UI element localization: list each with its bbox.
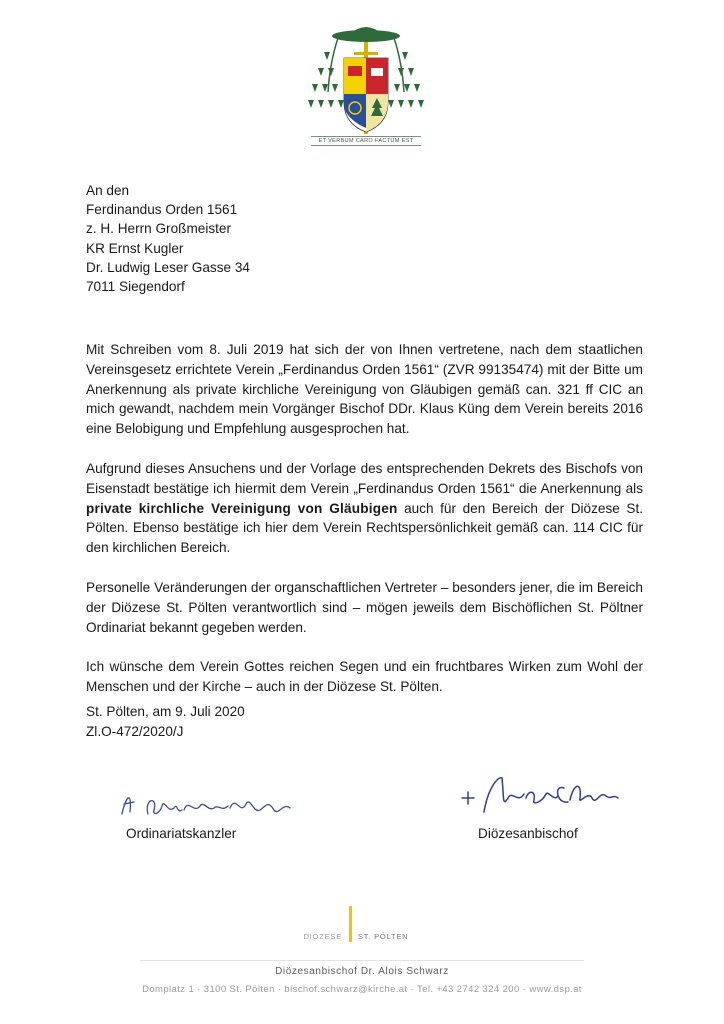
paragraph-2: [86, 459, 643, 558]
place-date-line: St. Pölten, am 9. Juli 2020: [86, 704, 245, 719]
paragraph-2-emphasis: private kirchliche Vereinigung von Gläubigen: [86, 500, 398, 516]
chancellor-role-label: Ordinariatskanzler: [126, 826, 237, 841]
paragraph-3: Personelle Veränderungen der organschaftlichen Vertreter – besonders jener, die im Bereich der Diözese St. Pölten verantwortlich sind – mögen jeweils dem Bischöflichen St. Pöltner Ordinariat bekannt gegeben werden.: [86, 579, 643, 635]
coat-of-arms-motto: ET VERBUM CARO FACTUM EST: [311, 136, 421, 146]
reference-number: Zl.O-472/2020/J: [86, 724, 184, 739]
address-line: Ferdinandus Orden 1561: [86, 202, 238, 218]
chancellor-signature: [118, 784, 308, 826]
footer-sender-name: Diözesanbischof Dr. Alois Schwarz: [275, 966, 449, 977]
paragraph-2-text-a: Aufgrund dieses Ansuchens und der Vorlage des entsprechenden Dekrets des Bischofs von Eisenstadt bestätige ich hiermit dem Verein „Ferdinandus Orden 1561“ die Anerkennung als: [86, 460, 643, 496]
coat-of-arms-emblem: [300, 22, 432, 150]
diocese-logo-bar: [349, 906, 352, 942]
footer-contact-line: Domplatz 1 · 3100 St. Pölten · bischof.schwarz@kirche.at · Tel. +43 2742 324 200 · www.dsp.at: [142, 984, 582, 995]
footer-divider: [140, 960, 584, 961]
place-and-date: [86, 702, 245, 742]
address-line: Dr. Ludwig Leser Gasse 34: [86, 259, 250, 275]
diocese-logo-right-text: ST. PÖLTEN: [358, 932, 409, 941]
bishop-role-label: Diözesanbischof: [478, 826, 578, 841]
paragraph-1: Mit Schreiben vom 8. Juli 2019 hat sich der von Ihnen vertretene, nach dem staatlichen Vereinsgesetz errichtete Verein „Ferdinandus Orden 1561“ (ZVR 99135474) mit der Bitte um Anerkennung als private kirchliche Vereinigung von Gläubigen gemäß can. 321 ff CIC an mich gewandt, nachdem mein Vorgänger Bischof DDr. Klaus Küng dem Verein bereits 2016 eine Belobigung und Empfehlung ausgesprochen hat.: [86, 342, 643, 437]
address-line: 7011 Siegendorf: [86, 279, 185, 295]
address-line: z. H. Herrn Großmeister: [86, 221, 232, 237]
address-line: KR Ernst Kugler: [86, 240, 184, 256]
bishop-signature: [458, 768, 623, 824]
paragraph-2-text-b: auch für den Bereich der Diözese St. Pölten. Ebenso bestätige ich hier dem Verein Rechtspersönlichkeit gemäß can. 114 CIC für den kirchlichen Bereich.: [86, 500, 643, 556]
recipient-address: [86, 181, 250, 296]
letter-body: [86, 340, 643, 717]
address-line: An den: [86, 183, 130, 198]
diocese-logo-left-text: DIÖZESE: [303, 932, 342, 941]
paragraph-4: Ich wünsche dem Verein Gottes reichen Segen und ein fruchtbares Wirken zum Wohl der Menschen und der Kirche – auch in der Diözese St. Pölten.: [86, 659, 643, 695]
